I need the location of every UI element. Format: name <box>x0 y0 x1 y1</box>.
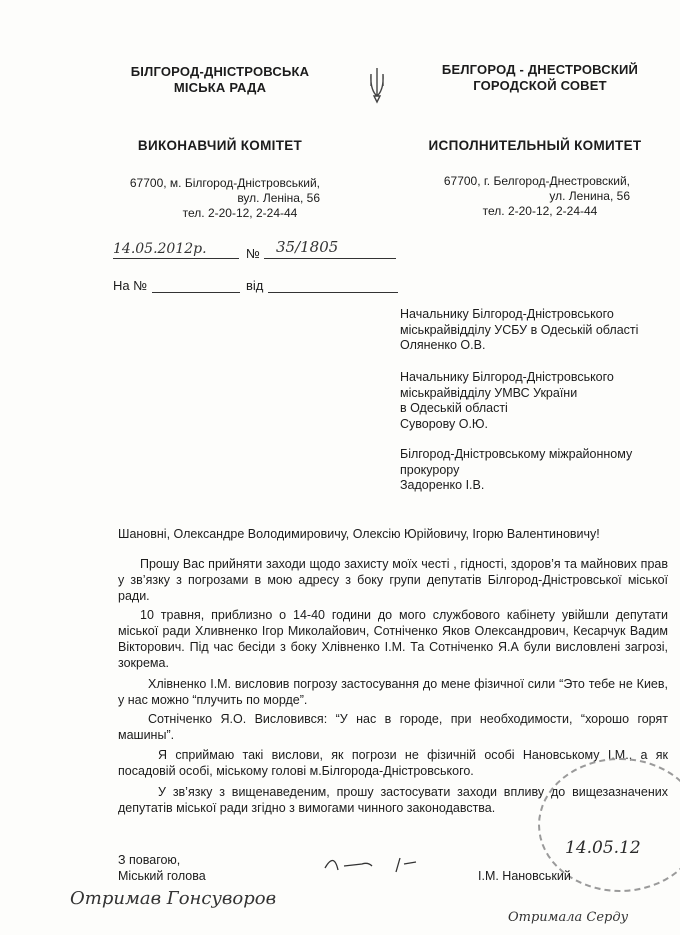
org-line1-ua: БІЛГОРОД-ДНІСТРОВСЬКА <box>130 64 310 79</box>
addressee-1-line: Оляненко О.В. <box>400 338 486 352</box>
received-note-right: Отримала Серду <box>508 910 629 925</box>
salutation: Шановні, Олександре Володимировичу, Олексію Юрійовичу, Ігорю Валентиновичу! <box>118 527 600 541</box>
committee-ru: ИСПОЛНИТЕЛЬНЫЙ КОМИТЕТ <box>428 138 642 153</box>
from-label: від <box>246 278 264 293</box>
address-ru-line3: тел. 2-20-12, 2-24-44 <box>482 204 598 218</box>
paragraph-6: У зв’язку з вищенаведеним, прошу застосувати заходи впливу до вищезазначених депутатів міської ради згідно з вимогами чинного законодавства. <box>118 785 668 815</box>
date-field <box>113 241 239 259</box>
address-ru-line1: 67700, г. Белгород-Днестровский, <box>443 174 630 188</box>
org-line2-ua: МІСЬКА РАДА <box>173 80 267 95</box>
address-ru <box>420 174 630 219</box>
address-ua-line3: тел. 2-20-12, 2-24-44 <box>182 206 298 220</box>
signer-name: І.М. Нановський <box>478 869 571 883</box>
org-name-ru <box>420 62 660 94</box>
org-line2-ru: ГОРОДСКОЙ СОВЕТ <box>473 78 607 93</box>
on-number-field <box>152 278 240 293</box>
number-label: № <box>246 246 260 261</box>
paragraph-1: Прошу Вас прийняти заходи щодо захисту моїх честі , гідності, здоров’я та майнових прав у зв’язку з погрозами в мою адресу з боку групи депутатів Білгород-Дністровської міської ради. <box>118 557 668 603</box>
org-line1-ru: БЕЛГОРОД - ДНЕСТРОВСКИЙ <box>441 62 639 77</box>
signature-scribble <box>320 848 420 878</box>
addressee-1-line: Начальнику Білгород-Дністровського <box>400 307 614 321</box>
addressee-1-line: міськрайвідділу УСБУ в Одеській області <box>400 322 639 337</box>
addressee-3-line: Білгород-Дністровському міжрайонному <box>400 447 633 461</box>
committee-ua: ВИКОНАВЧИЙ КОМІТЕТ <box>137 138 303 153</box>
paragraph-4: Сотніченко Я.О. Висловився: “У нас в городе, при необходимости, “хорошо горят машины”. <box>118 712 668 742</box>
date-handwritten: 14.05.2012р. <box>113 241 207 257</box>
stamp-date: 14.05.12 <box>565 838 641 858</box>
address-ua-line2: вул. Леніна, 56 <box>237 191 320 205</box>
addressee-3-line: прокурору <box>400 462 460 477</box>
addressee-2-line: Начальнику Білгород-Дністровського <box>400 370 614 384</box>
number-field <box>264 238 396 259</box>
paragraph-5: Я сприймаю такі вислови, як погрози не фізичній особі Нановському І.М., а як посадовій особі, міському голові м.Білгорода-Дністровського. <box>118 748 668 778</box>
closing <box>118 852 206 884</box>
closing-position: Міський голова <box>118 869 206 883</box>
addressee-3-line: Задоренко І.В. <box>400 478 485 492</box>
closing-regards: З повагою, <box>118 853 181 867</box>
trident-emblem <box>367 66 387 106</box>
addressee-1 <box>400 307 670 354</box>
received-note-left: Отримав Гонсуворов <box>70 888 277 909</box>
number-handwritten: 35/1805 <box>276 238 339 256</box>
addressee-2-line: в Одеській області <box>400 401 508 415</box>
addressee-2-line: міськрайвідділу УМВС України <box>400 385 578 400</box>
addressee-2 <box>400 370 670 432</box>
on-number-label: На № <box>113 278 148 293</box>
addressee-2-line: Суворову О.Ю. <box>400 416 489 431</box>
paragraph-3: Хлівненко І.М. висловив погрозу застосування до мене фізичної сили “Это тебе не Киев, у нас можно “плучить по морде”. <box>118 677 668 707</box>
org-name-ua <box>105 64 335 96</box>
addressee-3 <box>400 447 670 494</box>
address-ua <box>120 176 320 221</box>
from-field <box>268 278 398 293</box>
address-ru-line2: ул. Ленина, 56 <box>549 189 630 203</box>
address-ua-line1: 67700, м. Білгород-Дністровський, <box>129 176 320 190</box>
paragraph-2: 10 травня, приблизно о 14-40 години до мого службового кабінету увійшли депутати міської ради Хливненко Ігор Миколайович, Сотніченко Яков Олександрович, Кесарчук Вадим Вікторович. Під час бесіди з боку Хлівненко І.М. Та Сотніченко Я.А були висловлені загрозі, зокрема. <box>118 608 668 670</box>
